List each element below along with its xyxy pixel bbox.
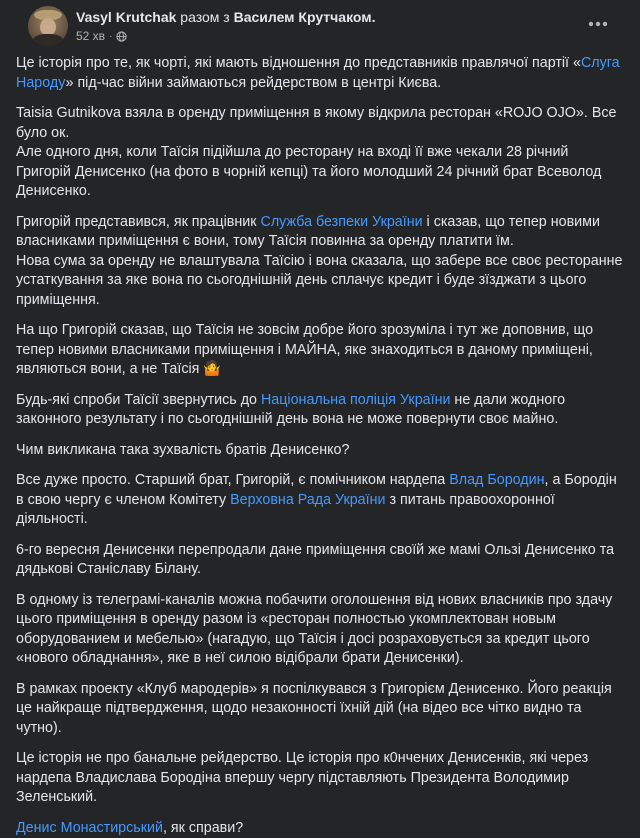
text-span: , а Бородін в свою чергу є членом Комітету	[16, 472, 617, 508]
paragraph-2	[16, 104, 624, 202]
link-sluha-narodu[interactable]: Слуга Народу	[16, 55, 620, 91]
author-name[interactable]: Vasyl Krutchak	[76, 9, 176, 25]
text-span: В рамках проекту «Клуб мародерів» я поспілкувався з Григорієм Денисенко. Його реакція це найкраще підтвердження, щодо незаконності їхній дій (на відео все чітко видно та чутно).	[16, 681, 612, 736]
post-meta	[76, 9, 376, 43]
link-national-police[interactable]: Національна поліція України	[261, 392, 450, 408]
text-span: з питань правоохоронної діяльності.	[16, 492, 555, 528]
text-span: Чим викликана така зухвалість братів Денисенко?	[16, 442, 349, 458]
paragraph-12	[16, 819, 624, 838]
paragraph-6	[16, 441, 624, 461]
text-span: Це історія не про банальне рейдерство. Це історія про к0нчених Денисенків, які через нардепа Владислава Бородіна впершу чергу підставляють Президента Володимир Зеленський.	[16, 750, 588, 805]
link-sbu[interactable]: Служба безпеки України	[261, 214, 423, 230]
link-denys-monastyrskyi[interactable]: Денис Монастирський	[16, 820, 163, 836]
text-span: В одному із телеграмі-каналів можна побачити оголошення від нових власників про здачу цього приміщення в оренду разом із «ресторан полностью укомплектован новым оборудованием и мебелью» (нагадую, що Таїсія і досі розраховується за кредит цього «нового обладнання», яке в неї силою відібрали брати Денисенки).	[16, 592, 612, 667]
paragraph-10	[16, 680, 624, 739]
text-span: Будь-які спроби Таїсії звернутись до	[16, 392, 261, 408]
text-span: Taisia Gutnikova взяла в оренду приміщення в якому відкрила ресторан «ROJO OJO». Все було ок.	[16, 105, 616, 141]
author-line	[76, 9, 376, 25]
text-span: На що Григорій сказав, що Таїсія не зовсім добре його зрозуміла і тут же доповнив, що тепер новими власниками приміщення і МАЙНА, яке знаходиться в даному приміщені, являються вони, а не Таїсія	[16, 322, 593, 377]
more-options-icon[interactable]	[584, 10, 612, 38]
paragraph-5	[16, 391, 624, 430]
paragraph-7	[16, 471, 624, 530]
post-subline	[76, 29, 376, 43]
author-avatar[interactable]	[28, 6, 68, 46]
post-text	[16, 54, 624, 838]
post-header	[16, 0, 624, 48]
text-span: Це історія про те, як чорті, які мають відношення до представників правлячої партії «	[16, 55, 581, 71]
text-span: , як справи?	[163, 820, 243, 836]
paragraph-11	[16, 749, 624, 808]
paragraph-4	[16, 321, 624, 380]
paragraph-8	[16, 541, 624, 580]
link-verkhovna-rada[interactable]: Верховна Рада України	[230, 492, 385, 508]
separator-dot: ·	[109, 31, 112, 42]
text-span: Але одного дня, коли Таїсія підійшла до ресторану на вході її вже чекали 28 річний Григорій Денисенко (на фото в чорній кепці) та його молодший 24 річний брат Всеволод Денисенко.	[16, 144, 601, 199]
paragraph-1	[16, 54, 624, 93]
globe-icon[interactable]	[116, 31, 127, 42]
text-span: Григорій представився, як працівник	[16, 214, 261, 230]
with-text: разом з	[180, 9, 229, 25]
tagged-person[interactable]: Василем Крутчаком	[234, 9, 372, 25]
text-span: Нова сума за оренду не влаштувала Таїсію і вона сказала, що забере все своє ресторанне устаткування за яке вона по сьогоднішній день сплачує кредит і буде зїзджати з цього приміщення.	[16, 253, 622, 308]
paragraph-9	[16, 591, 624, 669]
post-time[interactable]: 52 хв	[76, 29, 105, 43]
text-span: Все дуже просто. Старший брат, Григорій, є помічником нардепа	[16, 472, 449, 488]
text-span: 6-го вересня Денисенки перепродали дане приміщення своїй же мамі Ользі Денисенко та дядькові Станіславу Білану.	[16, 542, 614, 578]
paragraph-3	[16, 213, 624, 311]
link-vlad-borodin[interactable]: Влад Бородин	[449, 472, 544, 488]
text-span: » під-час війни займаються рейдерством в центрі Києва.	[66, 75, 442, 91]
name-suffix: .	[372, 9, 376, 25]
shrug-emoji-icon: 🤷	[203, 361, 221, 377]
text-span: не дали жодного законного результату і по сьогоднішній день вона не може повернути своє майно.	[16, 392, 565, 428]
text-span: і сказав, що тепер новими власниками приміщення є вони, тому Таїсія повинна за оренду платити їм.	[16, 214, 600, 250]
